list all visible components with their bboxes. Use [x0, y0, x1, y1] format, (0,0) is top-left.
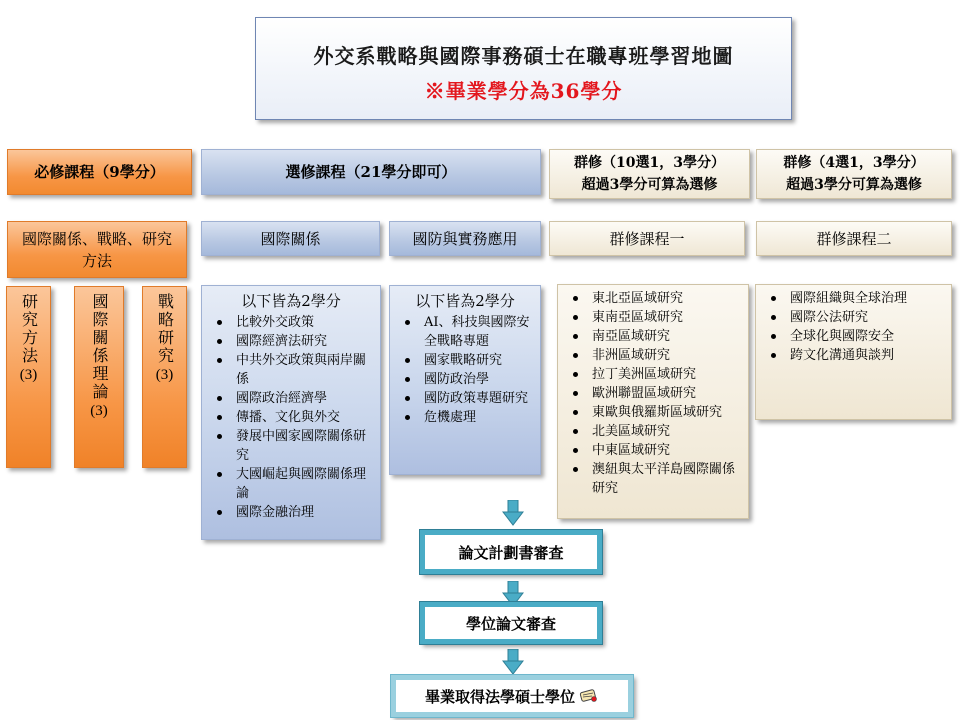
thesis-review-label: 學位論文審查 — [465, 614, 556, 633]
down-arrow-icon — [502, 500, 524, 526]
group2-header — [756, 149, 952, 199]
group2-list — [755, 284, 952, 420]
elective-group-ir-label — [201, 221, 380, 256]
list-item: 國際經濟法研究 — [236, 332, 372, 351]
list-item: 傳播、文化與外交 — [236, 408, 372, 427]
list-item: 跨文化溝通與談判 — [790, 346, 943, 365]
elective-defense-list — [389, 285, 541, 475]
group1-list — [557, 284, 749, 519]
list-item: 危機處理 — [424, 408, 532, 427]
group1-label — [549, 221, 745, 256]
course-research-methods-name: 研究方法 — [19, 293, 39, 365]
required-subheader — [7, 221, 187, 278]
list-item: 國家戰略研究 — [424, 351, 532, 370]
list-item: 中東區域研究 — [592, 441, 740, 460]
list-item: 澳紐與太平洋島國際關係研究 — [592, 460, 740, 498]
proposal-review-step — [420, 530, 602, 574]
required-header — [7, 149, 192, 195]
list-item: 國防政策專題研究 — [424, 389, 532, 408]
list-item: 東南亞區域研究 — [592, 308, 740, 327]
required-subheader-label: 國際關係、戰略、研究方法 — [21, 229, 172, 270]
course-ir-theory-credits: (3) — [90, 403, 108, 419]
degree-step — [391, 675, 633, 717]
course-strategic-studies — [142, 286, 187, 468]
list-item: 南亞區域研究 — [592, 327, 740, 346]
elective-ir-list — [201, 285, 381, 540]
course-strategic-studies-credits: (3) — [155, 367, 174, 383]
list-item: 比較外交政策 — [236, 313, 372, 332]
group2-header-line1: 群修（4選1，3學分） — [783, 155, 925, 171]
degree-label: 畢業取得法學碩士學位 — [424, 687, 575, 706]
list-item: AI、科技與國際安全戰略專題 — [424, 313, 532, 351]
course-research-methods — [6, 286, 51, 468]
required-header-label: 必修課程（9學分） — [34, 163, 165, 181]
proposal-review-label: 論文計劃書審查 — [458, 543, 564, 562]
group1-label-text: 群修課程一 — [609, 229, 685, 248]
group1-header-line1: 群修（10選1，3學分） — [574, 155, 725, 171]
group1-items — [558, 289, 748, 498]
group2-label — [756, 221, 952, 256]
graduation-credits-note: ※畢業學分為36學分 — [424, 79, 623, 103]
group1-header-line2: 超過3學分可算為選修 — [581, 177, 718, 193]
list-item: 大國崛起與國際關係理論 — [236, 465, 372, 503]
group2-label-text: 群修課程二 — [816, 229, 892, 248]
elective-ir-items — [202, 313, 380, 522]
page-title: 外交系戰略與國際事務碩士在職專班學習地圖 — [313, 44, 734, 68]
course-ir-theory — [74, 286, 124, 468]
group1-header — [549, 149, 750, 199]
list-item: 中共外交政策與兩岸關係 — [236, 351, 372, 389]
list-item: 國際公法研究 — [790, 308, 943, 327]
elective-header-label: 選修課程（21學分即可） — [285, 163, 457, 181]
title-box — [255, 17, 792, 120]
elective-header — [201, 149, 541, 195]
list-item: 拉丁美洲區域研究 — [592, 365, 740, 384]
list-item: 發展中國家國際關係研究 — [236, 427, 372, 465]
list-item: 北美區域研究 — [592, 422, 740, 441]
elective-defense-note: 以下皆為2學分 — [415, 292, 515, 310]
elective-group-defense-label — [389, 221, 541, 256]
group2-items — [756, 289, 951, 365]
elective-ir-note: 以下皆為2學分 — [241, 292, 341, 310]
down-arrow-icon — [502, 649, 524, 675]
course-ir-theory-name: 國際關係理論 — [90, 293, 109, 401]
course-research-methods-credits: (3) — [19, 367, 38, 383]
list-item: 歐洲聯盟區域研究 — [592, 384, 740, 403]
elective-defense-items — [390, 313, 540, 427]
list-item: 國防政治學 — [424, 370, 532, 389]
thesis-review-step — [420, 602, 602, 644]
group2-header-line2: 超過3學分可算為選修 — [786, 177, 922, 193]
list-item: 東北亞區域研究 — [592, 289, 740, 308]
list-item: 全球化與國際安全 — [790, 327, 943, 346]
list-item: 國際金融治理 — [236, 503, 372, 522]
list-item: 非洲區域研究 — [592, 346, 740, 365]
list-item: 國際組織與全球治理 — [790, 289, 943, 308]
list-item: 東歐與俄羅斯區域研究 — [592, 403, 740, 422]
diploma-icon — [579, 688, 599, 704]
list-item: 國際政治經濟學 — [236, 389, 372, 408]
course-strategic-studies-name: 戰略研究 — [155, 293, 175, 365]
elective-group-ir-text: 國際關係 — [260, 229, 321, 248]
elective-group-defense-text: 國防與實務應用 — [412, 229, 518, 248]
